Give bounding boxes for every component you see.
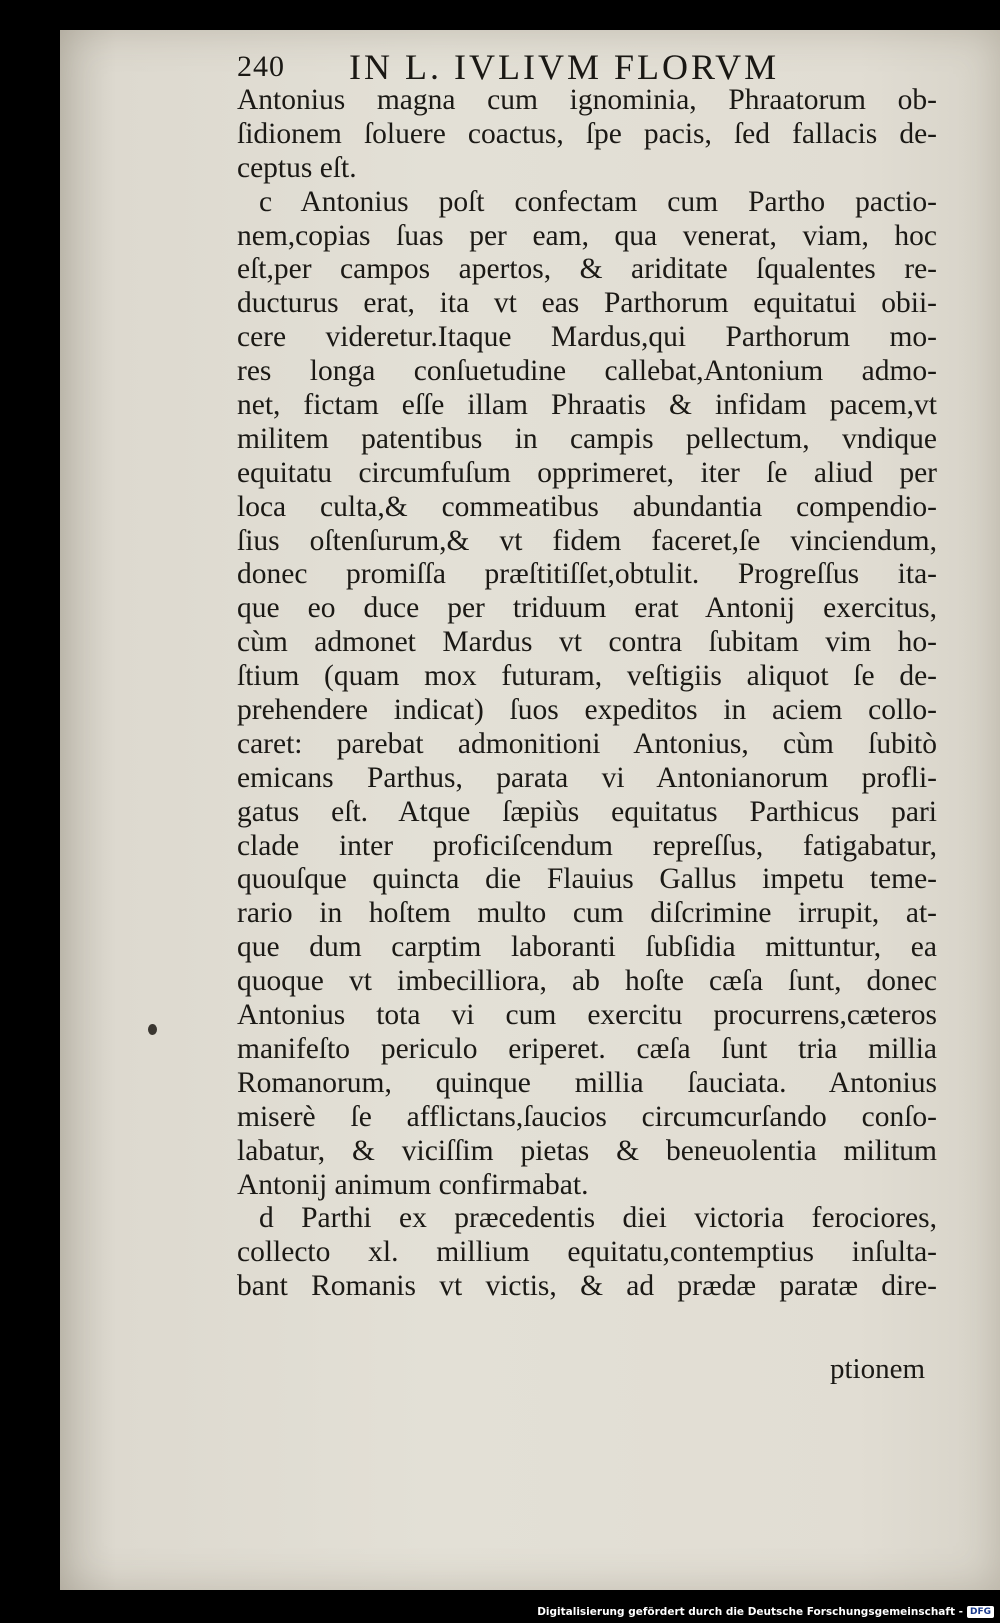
text-line: militem patentibus in campis pellectum, vndique bbox=[237, 422, 937, 455]
text-line: ſtium (quam mox futuram, veſtigiis aliquot ſe de- bbox=[237, 660, 937, 693]
text-line: emicans Parthus, parata vi Antonianorum profli- bbox=[237, 761, 937, 794]
text-line: gatus eſt. Atque ſæpiùs equitatus Parthicus pari bbox=[237, 795, 937, 828]
text-line: Romanorum, quinque millia ſauciata. Antonius bbox=[237, 1066, 937, 1099]
text-line: miserè ſe afflictans,ſaucios circumcurſando conſo- bbox=[237, 1100, 937, 1133]
text-line: quouſque quincta die Flauius Gallus impetu teme- bbox=[237, 863, 937, 896]
text-line: cùm admonet Mardus vt contra ſubitam vim ho- bbox=[237, 626, 937, 659]
margin-ink-dot bbox=[148, 1024, 157, 1035]
text-line: loca culta,& commeatibus abundantia compendio- bbox=[237, 490, 937, 523]
dfg-logo: DFG bbox=[967, 1606, 994, 1618]
text-line: c Antonius poſt confectam cum Partho pactio- bbox=[259, 185, 937, 218]
body-text bbox=[237, 84, 937, 1304]
text-line: donec promiſſa præſtitiſſet,obtulit. Progreſſus ita- bbox=[237, 558, 937, 591]
text-line: eſt,per campos apertos, & ariditate ſqualentes re- bbox=[237, 253, 937, 286]
text-line: que eo duce per triduum erat Antonij exercitus, bbox=[237, 592, 937, 625]
text-line: ſius oſtenſurum,& vt fidem faceret,ſe vinciendum, bbox=[237, 524, 937, 557]
text-line: net, fictam eſſe illam Phraatis & infidam pacem,vt bbox=[237, 389, 937, 422]
text-line: nem,copias ſuas per eam, qua venerat, viam, hoc bbox=[237, 219, 937, 252]
text-line: quoque vt imbecilliora, ab hoſte cæſa ſunt, donec bbox=[237, 965, 937, 998]
text-line: cere videretur.Itaque Mardus,qui Parthorum mo- bbox=[237, 321, 937, 354]
text-line: caret: parebat admonitioni Antonius, cùm ſubitò bbox=[237, 727, 937, 760]
text-line: ducturus erat, ita vt eas Parthorum equitatui obii- bbox=[237, 287, 937, 320]
page-number: 240 bbox=[237, 50, 285, 83]
text-line: Antonius tota vi cum exercitu procurrens,cæteros bbox=[237, 999, 937, 1032]
text-line: manifeſto periculo eriperet. cæſa ſunt tria millia bbox=[237, 1032, 937, 1065]
text-line: clade inter proficiſcendum repreſſus, fatigabatur, bbox=[237, 829, 937, 862]
catchword: ptionem bbox=[830, 1353, 926, 1385]
text-line: ceptus eſt. bbox=[237, 151, 357, 184]
text-line: bant Romanis vt victis, & ad prædæ paratæ dire- bbox=[237, 1270, 937, 1303]
text-line: ſidionem ſoluere coactus, ſpe pacis, ſed fallacis de- bbox=[237, 117, 937, 150]
running-title: IN L. IVLIVM FLORVM bbox=[349, 47, 780, 87]
text-line: que dum carptim laboranti ſubſidia mittuntur, ea bbox=[237, 931, 937, 964]
text-line: equitatu circumfuſum opprimeret, iter ſe aliud per bbox=[237, 456, 937, 489]
text-line: Antonij animum confirmabat. bbox=[237, 1168, 589, 1201]
text-line: Antonius magna cum ignominia, Phraatorum ob- bbox=[237, 84, 937, 116]
text-line: labatur, & viciſſim pietas & beneuolentia militum bbox=[237, 1134, 937, 1167]
text-line: d Parthi ex præcedentis diei victoria ferociores, bbox=[259, 1202, 937, 1235]
text-line: res longa conſuetudine callebat,Antonium admo- bbox=[237, 355, 937, 388]
text-line: rario in hoſtem multo cum diſcrimine irrupit, at- bbox=[237, 897, 937, 930]
text-line: prehendere indicat) ſuos expeditos in aciem collo- bbox=[237, 694, 937, 727]
credit-text: Digitalisierung gefördert durch die Deutsche Forschungsgemeinschaft - bbox=[537, 1606, 963, 1618]
text-line: collecto xl. millium equitatu,contemptius inſulta- bbox=[237, 1236, 937, 1269]
digitization-credit bbox=[537, 1603, 994, 1621]
